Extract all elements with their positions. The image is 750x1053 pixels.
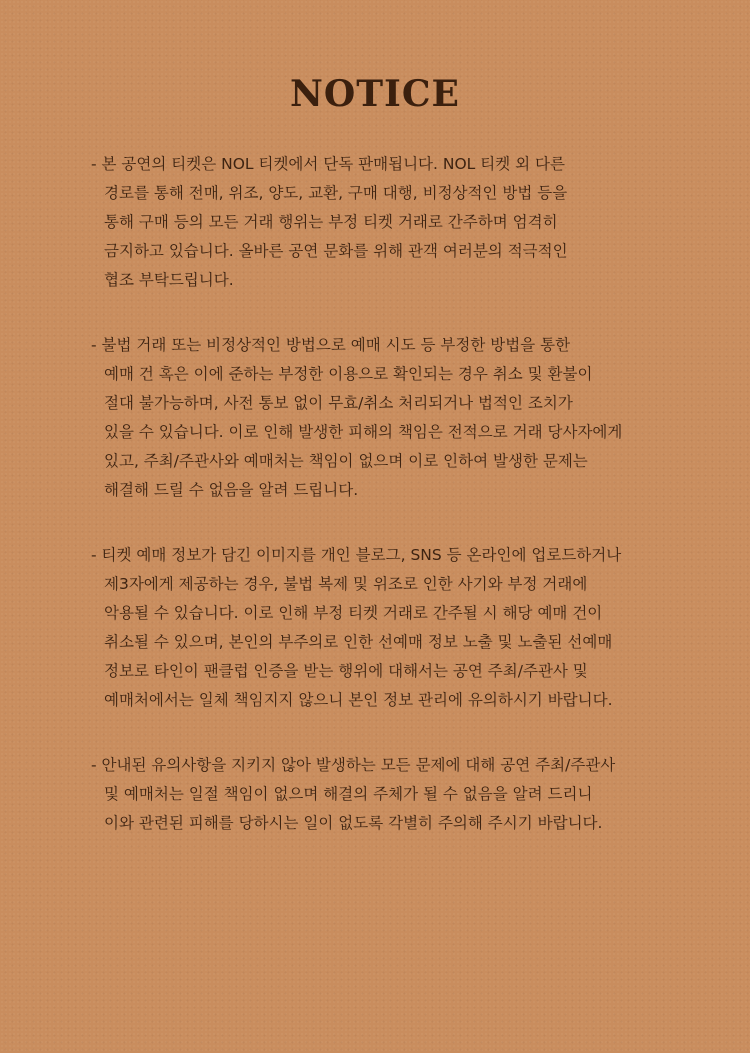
notice-item-1 bbox=[91, 150, 711, 295]
notice-line: 예매 건 혹은 이에 준하는 부정한 이용으로 확인되는 경우 취소 및 환불이 bbox=[104, 365, 593, 383]
notice-line: - 안내된 유의사항을 지키지 않아 발생하는 모든 문제에 대해 공연 주최/주관사 bbox=[91, 756, 616, 774]
notice-line: 있고, 주최/주관사와 예매처는 책임이 없으며 이로 인하여 발생한 문제는 bbox=[104, 452, 588, 470]
notice-line: 예매처에서는 일체 책임지지 않으니 본인 정보 관리에 유의하시기 바랍니다. bbox=[104, 691, 613, 709]
notice-line: 취소될 수 있으며, 본인의 부주의로 인한 선예매 정보 노출 및 노출된 선예매 bbox=[104, 633, 613, 651]
notice-line: 협조 부탁드립니다. bbox=[104, 271, 234, 289]
notice-line: 있을 수 있습니다. 이로 인해 발생한 피해의 책임은 전적으로 거래 당사자에게 bbox=[104, 423, 623, 441]
notice-item-3 bbox=[91, 541, 711, 715]
notice-line: 제3자에게 제공하는 경우, 불법 복제 및 위조로 인한 사기와 부정 거래에 bbox=[104, 575, 588, 593]
notice-line: 악용될 수 있습니다. 이로 인해 부정 티켓 거래로 간주될 시 해당 예매 건이 bbox=[104, 604, 603, 622]
notice-line: 정보로 타인이 팬클럽 인증을 받는 행위에 대해서는 공연 주최/주관사 및 bbox=[104, 662, 588, 680]
notice-line: 경로를 통해 전매, 위조, 양도, 교환, 구매 대행, 비정상적인 방법 등을 bbox=[104, 184, 568, 202]
notice-line: - 티켓 예매 정보가 담긴 이미지를 개인 블로그, SNS 등 온라인에 업로드하거나 bbox=[91, 546, 622, 564]
notice-item-4 bbox=[91, 751, 711, 838]
notice-line: 해결해 드릴 수 없음을 알려 드립니다. bbox=[104, 481, 359, 499]
page-title: NOTICE bbox=[290, 73, 460, 115]
notice-list bbox=[91, 150, 711, 874]
notice-item-2 bbox=[91, 331, 711, 505]
notice-line: 통해 구매 등의 모든 거래 행위는 부정 티켓 거래로 간주하며 엄격히 bbox=[104, 213, 558, 231]
notice-line: 절대 불가능하며, 사전 통보 없이 무효/취소 처리되거나 법적인 조치가 bbox=[104, 394, 573, 412]
notice-line: 금지하고 있습니다. 올바른 공연 문화를 위해 관객 여러분의 적극적인 bbox=[104, 242, 568, 260]
notice-line: 및 예매처는 일절 책임이 없으며 해결의 주체가 될 수 없음을 알려 드리니 bbox=[104, 785, 593, 803]
notice-line: 이와 관련된 피해를 당하시는 일이 없도록 각별히 주의해 주시기 바랍니다. bbox=[104, 814, 603, 832]
notice-line: - 본 공연의 티켓은 NOL 티켓에서 단독 판매됩니다. NOL 티켓 외 다른 bbox=[91, 155, 565, 173]
notice-line: - 불법 거래 또는 비정상적인 방법으로 예매 시도 등 부정한 방법을 통한 bbox=[91, 336, 571, 354]
